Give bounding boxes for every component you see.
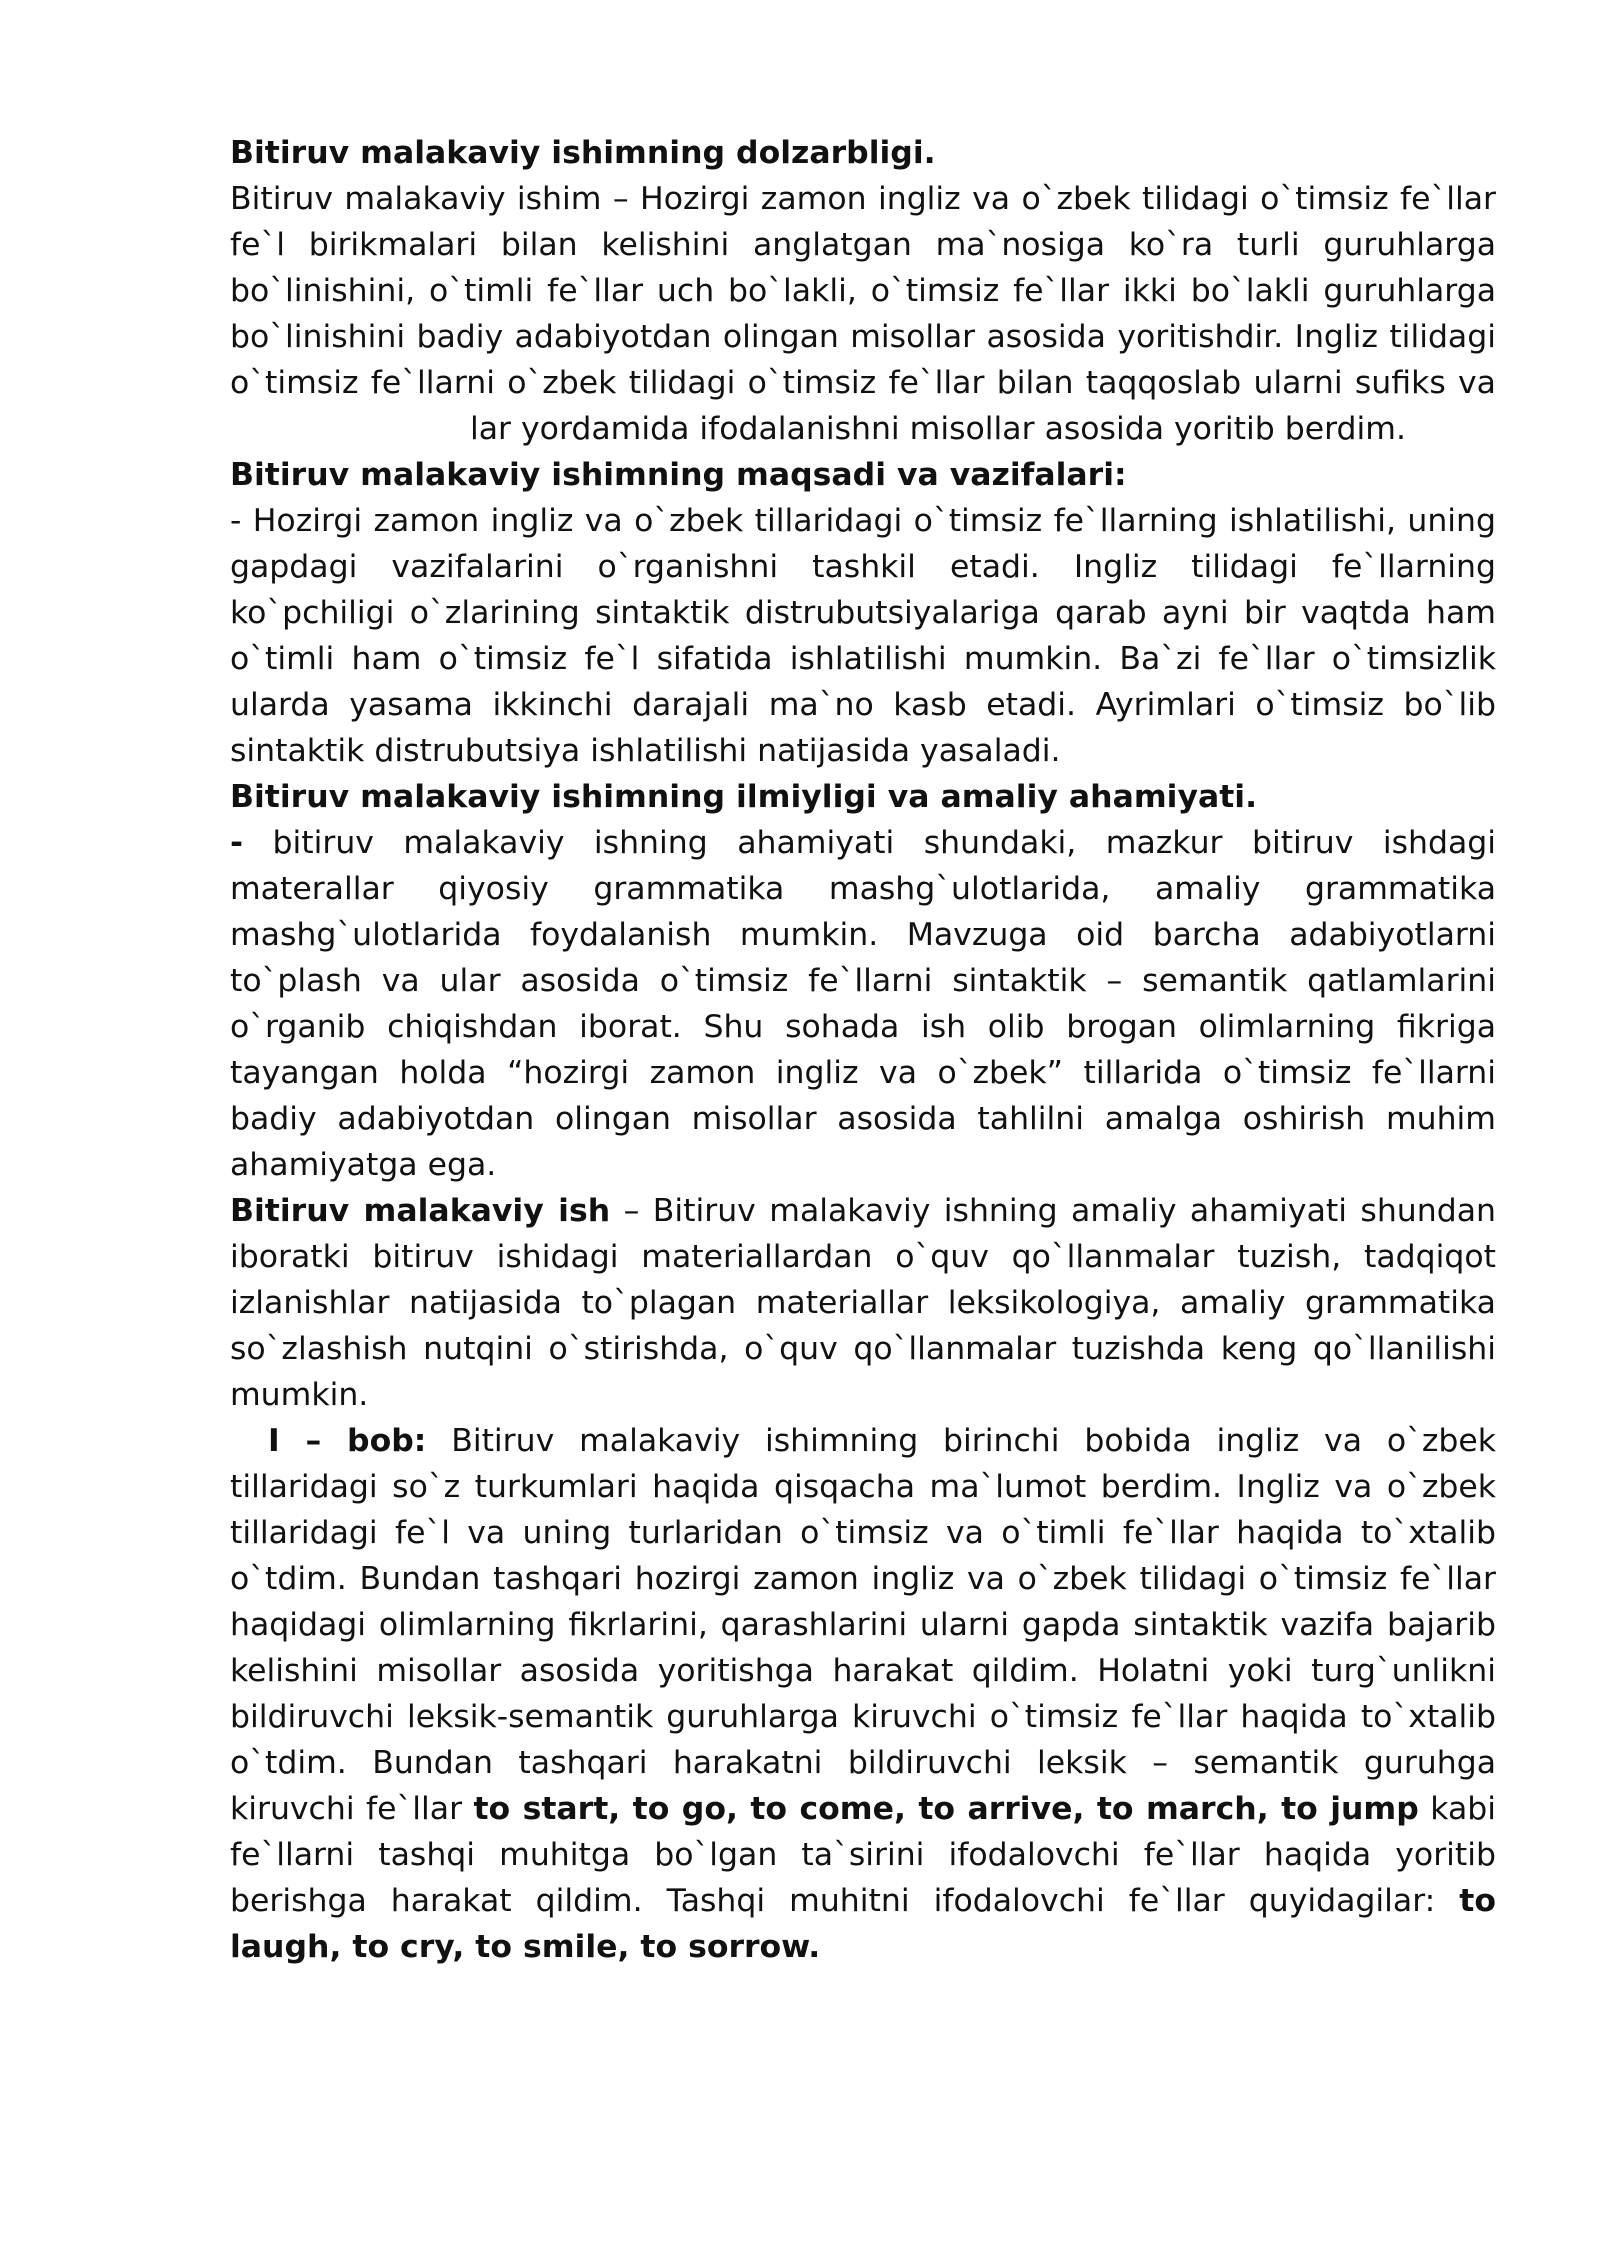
- paragraph-maqsad: - Hozirgi zamon ingliz va o`zbek tillaridagi o`timsiz fe`llarning ishlatilishi, uning gapdagi vazifalarini o`rganishni tashkil etadi. Ingliz tilidagi fe`llarning ko`pchiligi o`zlarining sintaktik distrubutsiyalariga qarab ayni bir vaqtda ham o`timli ham o`timsiz fe`l sifatida ishlatilishi mumkin. Ba`zi fe`llar o`timsizlik ularda yasama ikkinchi darajali ma`no kasb etadi. Ayrimlari o`timsiz bo`lib sintaktik distrubutsiya ishlatilishi natijasida yasaladi.: [230, 503, 1496, 769]
- label-bob1: I – bob:: [268, 1423, 427, 1459]
- text-dolzarblik-b: lar: [470, 411, 512, 447]
- heading-dolzarblik: Bitiruv malakaviy ishimning dolzarbligi.: [230, 135, 936, 171]
- verbs-bob1-a: to start, to go, to come, to arrive, to march, to jump: [473, 1791, 1419, 1827]
- dash-ahamiyat: -: [230, 825, 244, 861]
- text-dolzarblik-c: yordamida ifodalanishni misollar asosida yoritib berdim.: [521, 411, 1406, 447]
- text-bob1-b: kabi fe`llarni tashqi muhitga bo`lgan ta`sirini ifodalovchi fe`llar haqida yoritib berishga harakat qildim. Tashqi muhitni ifodalovchi fe`llar quyidagilar:: [230, 1791, 1496, 1919]
- text-amaliy: – Bitiruv malakaviy ishning amaliy ahamiyati shundan iboratki bitiruv ishidagi materiallardan o`quv qo`llanmalar tuzish, tadqiqot izlanishlar natijasida to`plagan materiallar leksikologiya, amaliy grammatika so`zlashish nutqini o`stirishda, o`quv qo`llanmalar tuzishda keng qo`llanilishi mumkin.: [230, 1193, 1496, 1413]
- heading-maqsad: Bitiruv malakaviy ishimning maqsadi va vazifalari:: [230, 457, 1127, 493]
- text-bob1-a: Bitiruv malakaviy ishimning birinchi bobida ingliz va o`zbek tillaridagi so`z turkumlari haqida qisqacha ma`lumot berdim. Ingliz va o`zbek tillaridagi fe`l va uning turlaridan o`timsiz va o`timli fe`llar haqida to`xtalib o`tdim. Bundan tashqari hozirgi zamon ingliz va o`zbek tilidagi o`timsiz fe`llar haqidagi olimlarning fikrlarini, qarashlarini ularni gapda sintaktik vazifa bajarib kelishini misollar asosida yoritishga harakat qildim. Holatni yoki turg`unlikni bildiruvchi leksik-semantik guruhlarga kiruvchi o`timsiz fe`llar haqida to`xtalib o`tdim. Bundan tashqari harakatni bildiruvchi leksik – semantik guruhga kiruvchi fe`llar: [230, 1423, 1497, 1827]
- heading-ahamiyat: Bitiruv malakaviy ishimning ilmiyligi va amaliy ahamiyati.: [230, 779, 1258, 815]
- text-ahamiyat: bitiruv malakaviy ishning ahamiyati shundaki, mazkur bitiruv ishdagi materallar qiyosiy grammatika mashg`ulotlarida, amaliy grammatika mashg`ulotlarida foydalanish mumkin. Mavzuga oid barcha adabiyotlarni to`plash va ular asosida o`timsiz fe`llarni sintaktik – semantik qatlamlarini o`rganib chiqishdan iborat. Shu sohada ish olib brogan olimlarning fikriga tayangan holda “hozirgi zamon ingliz va o`zbek” tillarida o`timsiz fe`llarni badiy adabiyotdan olingan misollar asosida tahlilni amalga oshirish muhim ahamiyatga ega.: [230, 825, 1496, 1183]
- label-amaliy: Bitiruv malakaviy ish: [230, 1193, 611, 1229]
- paragraph-bob1: [230, 1418, 1496, 1970]
- text-dolzarblik-a: Bitiruv malakaviy ishim – Hozirgi zamon ingliz va o`zbek tilidagi o`timsiz fe`llar fe`l birikmalari bilan kelishini anglatgan ma`nosiga ko`ra turli guruhlarga bo`linishini, o`timli fe`llar uch bo`lakli, o`timsiz fe`llar ikki bo`lakli guruhlarga bo`linishini badiy adabiyotdan olingan misollar asosida yoritishdir. Ingliz tilidagi o`timsiz fe`llarni o`zbek tilidagi o`timsiz fe`llar bilan taqqoslab ularni sufiks va: [230, 181, 1496, 401]
- document-page: [230, 130, 1496, 1970]
- paragraph-dolzarblik: [230, 176, 1496, 452]
- paragraph-ahamiyat: [230, 820, 1496, 1188]
- verbs-bob1-b: to laugh, to cry, to smile, to sorrow.: [230, 1883, 1496, 1965]
- paragraph-amaliy: [230, 1188, 1496, 1418]
